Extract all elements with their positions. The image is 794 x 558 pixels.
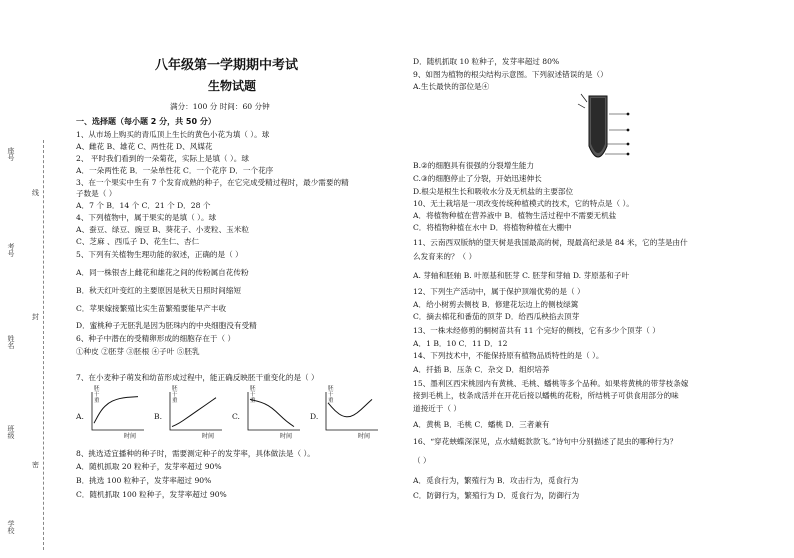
right-line-19: 15、墨利区西宋桃园内有黄桃、毛桃、蟠桃等多个品种。如果将黄桃的带芽枝条嫁 <box>413 379 689 388</box>
chart-ylabel: 胚干重 <box>172 386 178 404</box>
right-line-7: A．将植物种植在营养液中 B．植物生活过程中不需要无机盐 <box>413 211 617 220</box>
left-line-15: D．蜜桃种子无胚乳是因为胚珠内的中央细胞没有受精 <box>76 321 257 330</box>
right-line-14: C．摘去棉花和番茄的顶芽 D．给西瓜秧掐去顶芽 <box>413 312 580 321</box>
chart-option-letter: A. <box>76 412 84 421</box>
left-line-4: A．一朵两性花 B．一朵单性花 C．一个花序 D．一个花序 <box>76 166 274 175</box>
right-line-20: 接到毛桃上，枝条成活并在开花后接以蟠桃的花粉，所结桃子可供食用部分的味 <box>413 391 679 400</box>
name-label: 姓名 <box>7 335 15 349</box>
left-line-16: 6、种子中潜在的受精卵形成的细胞存在于（ ） <box>76 334 236 343</box>
right-line-16: A．1 B．10 C．11 D．12 <box>413 339 508 348</box>
right-line-4: C.③的细胞停止了分裂，开始迅速伸长 <box>413 174 542 183</box>
left-line-17: ①种皮 ②胚芽 ③胚根 ④子叶 ⑤胚乳 <box>76 347 200 356</box>
left-line-11: 5、下列有关植物生理功能的叙述，正确的是（ ） <box>76 250 243 259</box>
exam-subject: 生物试题 <box>208 79 257 93</box>
embryo-weight-chart-2 <box>234 388 304 438</box>
embryo-weight-chart-1 <box>156 388 226 438</box>
left-line-6: 子数是（ ） <box>76 189 117 198</box>
right-line-17: 14、下列技术中，不能保持原有植物品质特性的是（ ）。 <box>413 351 604 360</box>
seal-mark-secret: 密 <box>32 461 39 469</box>
right-line-6: 10、无土栽培是一项改变传统种植模式的技术，它的特点是（ ）。 <box>413 199 634 208</box>
chart-option-letter: B. <box>154 412 162 421</box>
chart-ylabel: 胚干重 <box>94 386 100 404</box>
left-line-0: 一、选择题（每小题 2 分，共 50 分） <box>76 117 216 126</box>
left-line-5: 3、在一个果实中生有 7 个发育成熟的种子，在它完成受精过程时，最少需要的精 <box>76 178 349 187</box>
left-line-20: A．随机抓取 20 粒种子，发芽率超过 90% <box>76 462 222 471</box>
chart-xlabel: 时间 <box>124 433 137 440</box>
chart-xlabel: 时间 <box>280 433 293 440</box>
seal-mark-line: 线 <box>32 189 39 197</box>
right-line-12: 12、下列生产活动中，属于保护顶端优势的是（ ） <box>413 287 585 296</box>
right-line-10: 么发育来的？（ ） <box>413 252 477 261</box>
right-line-21: 道接近于（ ） <box>413 404 461 413</box>
right-line-23: 16、“穿花蛱蝶深深见，点水蜻蜓款款飞。”诗句中分别描述了昆虫的哪种行为？ <box>413 437 678 446</box>
right-line-3: B.②的细胞具有很强的分裂增生能力 <box>413 161 535 170</box>
right-line-8: C．将植物种植在水中 D．将植物种植在大棚中 <box>413 223 572 232</box>
left-line-8: 4、下列植物中，属于果实的是填（ ）。球 <box>76 213 217 222</box>
chart-xlabel: 时间 <box>358 433 371 440</box>
right-line-1: 9、如图为植物的根尖结构示意图。下列叙述错误的是（） <box>413 70 608 79</box>
right-line-9: 11、云南西双版纳的望天树是我国最高的树，现最高纪录是 84 米，它的茎是由什 <box>413 238 688 247</box>
right-line-2: A.生长最快的部位是④ <box>413 82 490 91</box>
left-line-19: 8、挑选适宜播种的种子时，需要测定种子的发芽率，具体做法是（ ）。 <box>76 449 315 458</box>
chart-option-letter: D. <box>310 412 319 421</box>
left-line-2: A、雌花 B、雄花 C、两性花 D、风媒花 <box>76 142 213 151</box>
left-line-9: A、蚕豆、绿豆、豌豆 B、葵花子、小麦粒、玉米粒 <box>76 225 249 234</box>
right-line-15: 13、一株未经修剪的桐树苗共有 11 个完好的侧枝，它有多少个顶芽（ ） <box>413 326 660 335</box>
chart-option-letter: C. <box>232 412 240 421</box>
left-line-21: B．挑选 100 粒种子，发芽率超过 90% <box>76 476 212 485</box>
seat-number-label: 座号 <box>7 147 15 161</box>
seal-mark-seal: 封 <box>32 313 39 321</box>
right-line-13: A．给小树剪去侧枝 B．修建花坛边上的侧枝绿篱 <box>413 300 579 309</box>
right-line-26: C．防御行为，繁殖行为 D．觅食行为，防御行为 <box>413 491 580 500</box>
chart-ylabel: 胚干重 <box>250 386 256 404</box>
left-line-22: C．随机抓取 100 粒种子，发芽率超过 90% <box>76 490 227 499</box>
left-line-10: C、芝麻 、西瓜子 D、花生仁、杏仁 <box>76 237 200 246</box>
right-line-0: D．随机抓取 10 粒种子，发芽率超过 80% <box>413 57 560 66</box>
embryo-weight-chart-0 <box>78 388 148 438</box>
right-line-22: A．黄桃 B．毛桃 C．蟠桃 D．三者兼有 <box>413 420 550 429</box>
left-line-7: A．7 个 B．14 个 C．21 个 D．28 个 <box>76 201 211 210</box>
exam-meta: 满分：100 分 时间：60 分钟 <box>170 102 270 111</box>
left-line-14: C．苹果嫁接繁殖比实生苗繁殖要能早产丰收 <box>76 304 227 313</box>
right-line-18: A．扦插 B．压条 C．杂交 D．组织培养 <box>413 365 550 374</box>
class-label: 班级 <box>7 425 15 439</box>
exam-number-label: 考号 <box>7 243 15 257</box>
left-line-12: A．同一株银杏上雌花和雄花之间的传粉属自花传粉 <box>76 268 249 277</box>
left-line-13: B．秋天红叶变红的主要原因是秋天日照时间缩短 <box>76 286 242 295</box>
right-line-11: A. 芽轴和胚轴 B. 叶原基和胚芽 C. 胚芽和芽轴 D. 芽原基和子叶 <box>413 271 630 280</box>
seal-line <box>43 140 44 550</box>
chart-ylabel: 胚干重 <box>328 386 334 404</box>
left-line-1: 1、从市场上购买的青瓜顶上生长的黄色小花为填（ ）。球 <box>76 130 270 139</box>
exam-title: 八年级第一学期期中考试 <box>155 58 299 73</box>
right-line-24: （ ） <box>413 456 431 465</box>
right-line-5: D.根尖是根生长和吸收水分及无机盐的主要部位 <box>413 187 574 196</box>
root-tip-figure <box>575 92 631 170</box>
chart-xlabel: 时间 <box>202 433 215 440</box>
school-label: 学校 <box>7 520 15 534</box>
right-line-25: A．觅食行为，繁殖行为 B．攻击行为，觅食行为 <box>413 476 579 485</box>
embryo-weight-chart-3 <box>312 388 382 438</box>
left-line-18: 7、在小麦种子萌发和幼苗形成过程中，能正确反映胚干重变化的是（ ） <box>76 373 319 382</box>
left-line-3: 2、 平时我们看到的一朵菊花，实际上是填（ ）。球 <box>76 154 249 163</box>
